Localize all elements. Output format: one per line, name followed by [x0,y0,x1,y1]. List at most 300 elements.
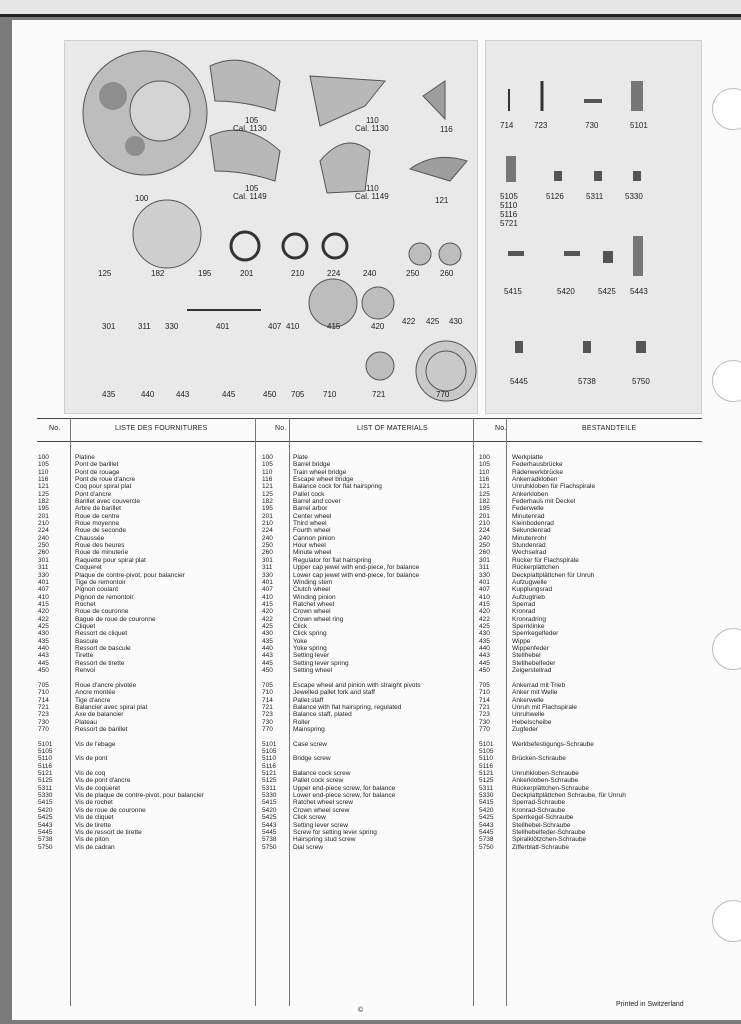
table-cell-de: Minutenrad [512,512,545,520]
part-label: 125 [98,269,112,278]
part-label: 415 [327,322,341,331]
table-cell-fr: Roue de minuterie [75,549,129,557]
col-header-french: LISTE DES FOURNITURES [115,425,208,432]
table-cell-no: 425 [479,622,490,630]
table-cell-no: 5330 [262,792,277,800]
table-cell-no: 5105 [262,748,277,756]
table-cell-fr: Tige de remontoir [75,578,126,586]
table-cell-no: 445 [479,659,490,667]
table-cell-no: 5116 [262,762,276,770]
table-cell-no: 201 [38,512,49,520]
parts-illustration-right [485,40,702,414]
table-cell-de: Sperrkegel-Schraube [512,814,574,822]
table-cell-no: 5110 [38,755,52,763]
table-cell-no: 407 [262,586,273,594]
table-cell-no: 116 [38,476,49,484]
table-cell-no: 125 [262,490,273,498]
table-cell-en: Upper end-piece screw, for balance [293,784,396,792]
table-cell-no: 301 [262,556,273,564]
table-cell-no: 430 [479,630,490,638]
table-cell-no: 224 [262,527,273,535]
table-cell-en: Pallet staff [293,696,324,704]
table-cell-de: Sperrad-Schraube [512,799,566,807]
part-label: 116 [440,125,453,134]
column-english [293,454,471,851]
table-cell-en: Setting lever [293,652,330,660]
table-cell-no: 5105 [479,748,494,756]
column-no-french [38,454,68,851]
table-cell-no: 430 [262,630,273,638]
punch-hole [712,360,741,402]
table-cell-de: Ankerradkloben [512,476,558,484]
table-cell-fr: Cliquet [75,622,96,630]
column-divider [70,418,71,1006]
table-cell-fr: Bague de roue de couronne [75,615,156,623]
table-cell-en: Lower cap jewel with end-piece, for balance [293,571,420,579]
table-cell-fr: Rochet [75,600,96,608]
table-cell-no: 210 [38,520,49,528]
table-cell-no: 5443 [479,821,494,829]
part-label: 201 [240,269,254,278]
table-cell-no: 415 [38,600,49,608]
part-label: 5126 [546,192,564,201]
part-label: 240 [363,269,377,278]
table-cell-en: Minute wheel [293,549,332,557]
table-cell-no: 5330 [38,792,53,800]
table-cell-fr: Roue des heures [75,542,125,550]
table-cell-no: 5311 [479,784,493,792]
group-spacer [293,674,471,682]
scanner-top-line [0,14,741,17]
part-label: Cal. 1130 [233,124,267,133]
table-cell-no: 5101 [38,740,53,748]
part-label: 407 [268,322,282,331]
table-cell-no: 443 [479,652,490,660]
printed-note: Printed in Switzerland [616,1001,684,1008]
table-cell-no: 723 [38,711,49,719]
table-cell-de: Federhaus mit Deckel [512,498,576,506]
part-label: 330 [165,322,179,331]
table-cell-no: 5415 [38,799,53,807]
table-cell-no: 201 [262,512,273,520]
table-cell-no: 5738 [479,836,494,844]
table-cell-no: 450 [38,666,49,674]
table-cell-no: 5425 [38,814,53,822]
table-cell-no: 5330 [479,792,494,800]
part-label: 443 [176,390,190,399]
table-cell-no: 410 [262,593,273,601]
table-cell-fr: Coqueret [75,564,102,572]
table-cell-no: 723 [479,711,490,719]
table-cell-no: 182 [38,498,49,506]
table-cell-no: 425 [262,622,273,630]
punch-hole [712,628,741,670]
table-cell-no: 240 [262,534,273,542]
table-cell-no: 195 [479,505,490,513]
col-header-no: No. [275,425,287,432]
table-cell-en: Winding stem [293,578,333,586]
table-cell-de: Aufzugtrieb [512,593,545,601]
table-cell-fr: Roue d'ancre pivotée [75,681,137,689]
col-header-german: BESTANDTEILE [582,425,637,432]
part-label: 445 [222,390,236,399]
table-cell-en: Balance cock screw [293,770,351,778]
part-label: 250 [406,269,420,278]
table-cell-no: 201 [479,512,490,520]
group-spacer [75,674,253,682]
table-cell-no: 401 [38,578,49,586]
part-label: 422 [402,317,416,326]
table-cell-no: 5121 [262,770,277,778]
group-spacer [75,733,253,741]
part-label: 5443 [630,287,648,296]
part-label: 105 [245,184,259,193]
table-cell-no: 121 [479,483,490,491]
table-cell-en: Escape wheel bridge [293,476,354,484]
table-cell-no: 121 [262,483,273,491]
part-label: 311 [138,322,151,331]
table-cell-no: 301 [38,556,49,564]
table-cell-de: Unruhkloben-Schraube [512,770,579,778]
table-cell-de: Werkplatte [512,454,543,461]
group-spacer [512,674,712,682]
scanner-top-strip [0,0,741,14]
table-cell-no: 5750 [262,843,277,851]
table-cell-en: Setting lever screw [293,821,348,829]
table-cell-en: Barrel arbor [293,505,328,513]
table-cell-fr: Axe de balancier [75,711,124,719]
table-cell-de: Rücker für Flachspirale [512,556,579,564]
table-cell-fr: Ancre montée [75,689,116,697]
table-cell-fr: Vis de cliquet [75,814,114,822]
parts-illustration-left [64,40,478,414]
col-header-no: No. [49,425,61,432]
table-cell-de: Stellhebel-Schraube [512,821,571,829]
table-cell-no: 450 [479,666,490,674]
table-cell-no: 407 [479,586,490,594]
table-cell-no: 5420 [262,806,277,814]
table-cell-no: 714 [479,696,490,704]
table-cell-en: Clutch wheel [293,586,331,594]
table-cell-no: 440 [479,644,490,652]
table-cell-no: 705 [479,681,490,689]
table-cell-no: 5443 [262,821,277,829]
table-cell-en: Barrel bridge [293,461,331,469]
table-cell-no: 425 [38,622,49,630]
table-cell-en: Crown wheel [293,608,331,616]
table-cell-no: 110 [262,468,273,476]
table-cell-de: Wechselrad [512,549,547,557]
table-cell-de: Wippe [512,637,531,645]
table-cell-no: 250 [38,542,49,550]
table-cell-no: 770 [38,725,49,733]
table-cell-de: Zeigerstellrad [512,666,552,674]
table-cell-fr: Ressort de bascule [75,644,131,652]
table-cell-no: 110 [479,468,490,476]
table-cell-en [293,763,471,770]
table-cell-fr: Vis de l'ebage [75,740,116,748]
part-label: 5425 [598,287,616,296]
table-cell-no: 250 [262,542,273,550]
table-cell-fr: Roue moyenne [75,520,120,528]
table-cell-de: Kronrad [512,608,536,616]
table-cell-no: 260 [262,549,273,557]
table-cell-no: 415 [479,600,490,608]
part-label: 430 [449,317,463,326]
table-cell-de: Hebelscheibe [512,718,552,726]
screws-drawing [486,41,701,413]
table-cell-de: Deckplattplättchen für Unruh [512,571,595,579]
table-cell-no: 5125 [38,777,53,785]
table-cell-no: 443 [38,652,49,660]
table-cell-fr: Platine [75,454,95,461]
table-cell-en: Upper cap jewel with end-piece, for balance [293,564,420,572]
table-cell-fr: Ressort de barillet [75,725,128,733]
table-cell-no: 770 [479,725,490,733]
table-cell-no: 5445 [479,828,494,836]
table-cell-de: Sperrad [512,600,536,608]
table-cell-de: Rückerplättchen [512,564,559,572]
table-cell-fr: Balancier avec spiral plat [75,703,148,711]
table-cell-fr: Roue de centre [75,512,120,520]
table-cell-no: 420 [262,608,273,616]
table-cell-en: Setting lever spring [293,659,349,667]
table-cell-no: 5105 [38,748,53,756]
table-cell-no: 705 [38,681,49,689]
table-cell-no: 730 [262,718,273,726]
column-french [75,454,253,851]
table-cell-no: 224 [479,527,490,535]
document-sheet [12,20,741,1020]
table-cell-no: 410 [38,593,49,601]
table-cell-fr: Renvoi [75,666,96,674]
table-cell-de: Federwelle [512,505,544,513]
table-cell-no: 422 [262,615,273,623]
part-label: 110 [366,116,379,125]
table-cell-en: Hour wheel [293,542,326,550]
table-cell-de: Zifferblatt-Schraube [512,843,569,851]
table-cell-de: Ankerrad mit Trieb [512,681,566,689]
table-cell-no: 721 [38,703,49,711]
table-cell-fr: Ressort de cliquet [75,630,128,638]
part-label: Cal. 1149 [233,192,267,201]
materials-table-header [37,418,702,442]
table-cell-no: 240 [38,534,49,542]
table-cell-fr: Coq pour spiral plat [75,483,132,491]
page-number: © [358,1007,364,1014]
table-cell-no: 445 [38,659,49,667]
group-spacer [38,674,68,682]
table-cell-no: 407 [38,586,49,594]
table-cell-no: 210 [479,520,490,528]
table-cell-no: 224 [38,527,49,535]
table-cell-no: 210 [262,520,273,528]
table-cell-no: 121 [38,483,49,491]
table-cell-fr: Pont d'ancre [75,490,112,498]
table-cell-no: 721 [479,703,490,711]
table-cell-en: Regulator for flat hairspring [293,556,372,564]
table-cell-en: Ratchet wheel screw [293,799,353,807]
table-cell-en: Fourth wheel [293,527,331,535]
table-cell-fr: Vis de coqueret [75,784,121,792]
table-cell-en: Click [293,622,308,630]
table-cell-fr: Raquette pour spiral plat [75,556,146,564]
table-cell-fr: Vis de cadran [75,843,115,851]
table-cell-de: Spiralklötzchen-Schraube [512,836,587,844]
table-cell-fr: Pont de roue d'ancre [75,476,136,484]
table-cell-no: 330 [479,571,490,579]
punch-hole [712,900,741,942]
table-cell-no: 435 [262,637,273,645]
table-cell-no: 5311 [262,784,276,792]
table-cell-no: 705 [262,681,273,689]
watch-parts-drawing [65,41,477,413]
part-label: 195 [198,269,212,278]
table-cell-fr: Vis de pont [75,755,108,763]
table-cell-de [512,763,712,770]
part-label: 5330 [625,192,643,201]
table-cell-en: Roller [293,718,310,726]
table-cell-no: 420 [38,608,49,616]
table-cell-de: Wippenfeder [512,644,549,652]
table-cell-en: Hairspring stud screw [293,836,356,844]
table-cell-no: 435 [38,637,49,645]
table-cell-no: 5445 [38,828,53,836]
table-cell-en: Crown wheel screw [293,806,350,814]
table-cell-no: 311 [262,564,273,572]
table-cell-fr [75,748,253,755]
table-cell-no: 195 [38,505,49,513]
table-cell-en: Cannon pinion [293,534,335,542]
part-label: 5415 [504,287,522,296]
table-cell-fr [75,763,253,770]
table-cell-en: Case screw [293,740,327,748]
table-cell-no: 110 [38,468,49,476]
table-cell-no: 435 [479,637,490,645]
table-cell-no: 100 [262,454,273,461]
table-cell-no: 5750 [479,843,494,851]
col-header-english: LIST OF MATERIALS [357,425,428,432]
table-cell-no: 420 [479,608,490,616]
table-cell-no: 5738 [262,836,277,844]
table-cell-no: 311 [38,564,49,572]
table-cell-no: 422 [38,615,49,623]
table-cell-no: 105 [262,461,273,469]
table-cell-no: 100 [38,454,49,461]
part-label: 705 [291,390,305,399]
group-spacer [262,733,287,741]
column-no-english [262,454,287,851]
table-cell-fr: Pignon de remontoir [75,593,134,601]
table-cell-de: Stellhebelfeder-Schraube [512,828,586,836]
table-cell-no: 5110 [262,755,276,763]
group-spacer [293,733,471,741]
table-cell-fr: Chaussée [75,534,105,542]
table-cell-en: Click spring [293,630,327,638]
table-cell-no: 250 [479,542,490,550]
table-cell-no: 430 [38,630,49,638]
part-label: 5738 [578,377,596,386]
table-cell-no: 311 [479,564,490,572]
table-cell-no: 125 [479,490,490,498]
part-label: 260 [440,269,454,278]
table-cell-de: Ankerwelle [512,696,544,704]
table-cell-no: 5415 [479,799,494,807]
table-cell-no: 100 [479,454,490,461]
table-cell-fr: Tirette [75,652,94,660]
table-cell-no: 5420 [479,806,494,814]
table-cell-de: Unruhwelle [512,711,545,719]
table-cell-fr: Ressort de tirette [75,659,125,667]
part-label: 5750 [632,377,650,386]
table-cell-en: Center wheel [293,512,332,520]
table-cell-de: Deckplattplättchen Schraube, für Unruh [512,792,626,800]
part-label: 301 [102,322,116,331]
table-cell-de: Unruhkloben für Flachspirale [512,483,596,491]
table-cell-de: Kleinbodenrad [512,520,554,528]
table-cell-no: 5420 [38,806,53,814]
table-cell-no: 116 [262,476,273,484]
table-cell-no: 5101 [479,740,494,748]
table-cell-no: 401 [479,578,490,586]
table-cell-no: 450 [262,666,273,674]
table-cell-fr: Plateau [75,718,98,726]
table-cell-en: Click screw [293,814,326,822]
column-no-german [479,454,504,851]
table-cell-de: Sperrklinke [512,622,545,630]
group-spacer [512,733,712,741]
table-cell-de: Unruh mit Flachspirale [512,703,578,711]
table-cell-fr: Pont de rouage [75,468,120,476]
table-cell-en: Barrel and cover [293,498,341,506]
table-cell-no: 5116 [479,762,493,770]
table-cell-no: 770 [262,725,273,733]
table-cell-de: Federhausbrücke [512,461,563,469]
table-cell-en: Bridge screw [293,755,331,763]
part-label: 440 [141,390,155,399]
table-cell-no: 5445 [262,828,277,836]
table-cell-no: 5425 [262,814,277,822]
punch-hole [712,88,741,130]
group-spacer [479,733,504,741]
table-cell-no: 5311 [38,784,52,792]
part-label: 182 [151,269,165,278]
part-label: 5445 [510,377,528,386]
table-cell-en: Yoke [293,637,308,645]
part-label: 710 [323,390,337,399]
part-label: 5105 5110 5116 5721 [500,192,518,228]
table-cell-no: 5415 [262,799,277,807]
table-cell-no: 301 [479,556,490,564]
table-cell-no: 105 [479,461,490,469]
part-label: 420 [371,322,385,331]
table-cell-de [512,748,712,755]
table-cell-en: Balance with flat hairspring, regulated [293,703,402,711]
table-cell-no: 5121 [38,770,53,778]
part-label: Cal. 1130 [355,124,389,133]
table-cell-de: Brücken-Schraube [512,755,566,763]
table-cell-no: 5125 [262,777,277,785]
table-cell-de: Stellhebelfeder [512,659,556,667]
table-cell-de: Sperrkegelfeder [512,630,559,638]
table-cell-no: 710 [38,689,49,697]
table-cell-fr: Barillet avec couvercle [75,498,141,506]
table-cell-en [293,748,471,755]
table-cell-en: Balance cock for flat hairspring [293,483,382,491]
column-german [512,454,712,851]
table-cell-en: Plate [293,454,308,461]
table-cell-no: 125 [38,490,49,498]
